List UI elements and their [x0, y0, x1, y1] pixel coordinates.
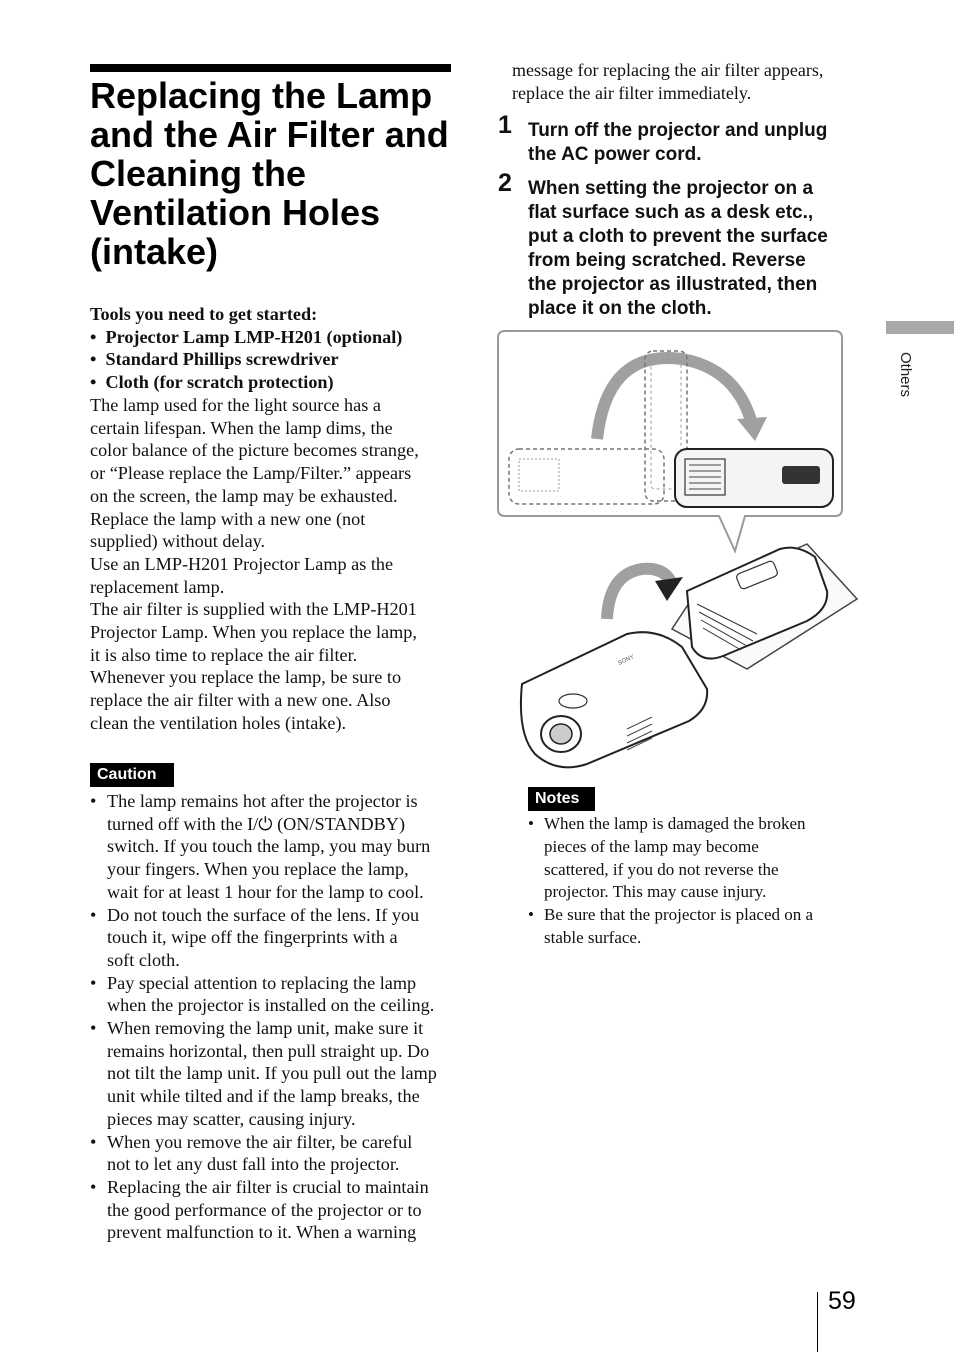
intro-line: or “Please replace the Lamp/Filter.” appears — [90, 463, 412, 484]
caution-list — [90, 790, 460, 1244]
bullet: • — [90, 1176, 97, 1197]
intro-line: Replace the lamp with a new one (not — [90, 508, 366, 529]
intro-line: The air filter is supplied with the LMP-H201 — [90, 599, 417, 620]
section-tab-label: Others — [897, 352, 914, 398]
tools-item: • Standard Phillips screwdriver — [90, 349, 339, 370]
page-title — [90, 76, 470, 271]
caution-item: • The lamp remains hot after the projector is turned off with the I/⏻ (ON/STANDBY) switch. If you touch the lamp, you may burn your fingers. When you replace the lamp, wait for at least 1 hour for the lamp to cool. — [90, 791, 431, 902]
continuation-paragraph: message for replacing the air filter appears, replace the air filter immediately. — [512, 60, 824, 103]
intro-line: certain lifespan. When the lamp dims, the — [90, 417, 393, 438]
caution-item: • When removing the lamp unit, make sure it remains horizontal, then pull straight up. Do not tilt the lamp unit. If you pull out the lamp unit while tilted and if the lamp breaks, the pieces may scatter, causing injury. — [90, 1018, 437, 1129]
step-number: 2 — [498, 169, 512, 197]
bullet: • — [90, 1018, 97, 1039]
intro-line: Use an LMP-H201 Projector Lamp as the — [90, 553, 394, 574]
caution-item: • Do not touch the surface of the lens. If you touch it, wipe off the fingerprints with a soft cloth. — [90, 904, 420, 970]
intro-paragraph — [90, 394, 460, 735]
intro-line: it is also time to replace the air filter. — [90, 644, 358, 665]
intro-line: replace the air filter with a new one. Also — [90, 690, 391, 711]
projector-reverse-illustration — [497, 329, 867, 777]
bullet: • — [90, 1131, 97, 1152]
bullet: • — [90, 904, 97, 925]
title-line: Cleaning the — [90, 153, 307, 194]
bullet: • — [90, 791, 97, 811]
intro-line: Projector Lamp. When you replace the lamp, — [90, 622, 417, 643]
note-item: • Be sure that the projector is placed on a stable surface. — [528, 905, 814, 947]
tools-heading: Tools you need to get started: — [90, 304, 318, 324]
intro-line: on the screen, the lamp may be exhausted. — [90, 485, 398, 506]
notes-list — [528, 813, 868, 950]
intro-line: The lamp used for the light source has a — [90, 395, 381, 415]
tools-item: • Cloth (for scratch protection) — [90, 372, 334, 393]
title-rule — [90, 64, 451, 72]
title-line: (intake) — [90, 231, 219, 272]
tools-section — [90, 303, 460, 394]
brand-mark: SONY — [617, 654, 636, 667]
step-text: When setting the projector on a flat surface such as a desk etc., put a cloth to prevent the surface from being scratched. Reverse the projector as illustrated, then place it on the cloth. — [528, 178, 828, 319]
title-line: Replacing the Lamp — [90, 75, 433, 116]
caution-item: • Replacing the air filter is crucial to maintain the good performance of the projector or to prevent malfunction to it. When a warning — [90, 1176, 429, 1243]
bullet: • — [528, 905, 534, 925]
page-number-rule — [817, 1292, 818, 1352]
intro-line: Whenever you replace the lamp, be sure to — [90, 667, 402, 688]
page-number: 59 — [828, 1287, 856, 1315]
title-line: Ventilation Holes — [90, 192, 381, 233]
caution-item: • Pay special attention to replacing the lamp when the projector is installed on the ceiling. — [90, 972, 435, 1016]
step-text: Turn off the projector and unplug the AC power cord. — [528, 120, 828, 165]
intro-line: color balance of the picture becomes strange, — [90, 440, 419, 461]
caution-label: Caution — [90, 763, 174, 787]
title-line: and the Air Filter and — [90, 114, 449, 155]
intro-line: supplied) without delay. — [90, 531, 266, 552]
intro-line: clean the ventilation holes (intake). — [90, 712, 347, 733]
note-item: • When the lamp is damaged the broken pieces of the lamp may become scattered, if you do not reverse the projector. This may cause injury. — [528, 814, 806, 902]
caution-item: • When you remove the air filter, be careful not to let any dust fall into the projector. — [90, 1131, 413, 1175]
step-number: 1 — [498, 111, 512, 139]
intro-line: replacement lamp. — [90, 576, 225, 597]
bullet: • — [528, 814, 534, 833]
bullet: • — [90, 972, 97, 993]
section-tab — [886, 321, 954, 334]
notes-label: Notes — [528, 787, 595, 811]
tools-item: • Projector Lamp LMP-H201 (optional) — [90, 326, 403, 347]
